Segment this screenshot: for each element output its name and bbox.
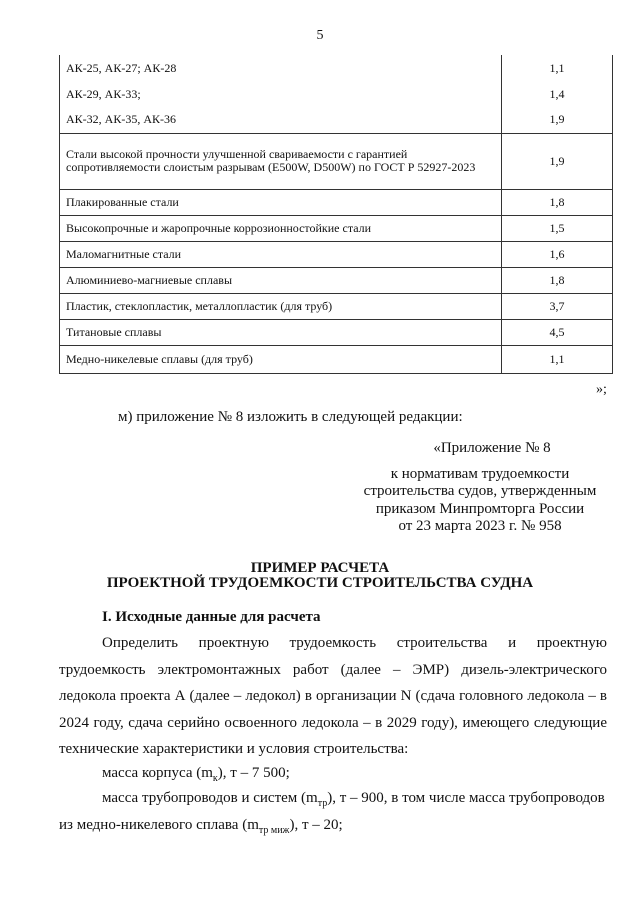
pipes-mass-suffix: ), т – 900, в том числе масса трубопроводов [327,790,605,806]
hull-mass-prefix: масса корпуса (m [102,765,213,781]
material-name-cell: АК-25, АК-27; АК-28 [60,55,502,81]
coefficient-cell: 1,9 [502,107,613,133]
table-row [60,189,613,215]
pipes-mass-prefix: масса трубопроводов и систем (m [102,790,318,806]
paragraph-task [59,630,607,763]
table-closing-quote: »; [596,382,607,397]
table-row [60,133,613,189]
table-row [60,241,613,267]
pipes-cuni-mass-line [59,816,343,840]
material-name-cell: Маломагнитные стали [60,241,502,267]
pipes-cuni-suffix: ), т – 20; [289,817,343,833]
material-name-cell: АК-32, АК-35, АК-36 [60,107,502,133]
annex-title: «Приложение № 8 [433,440,551,456]
coefficient-cell: 4,5 [502,319,613,345]
coefficient-cell: 1,1 [502,345,613,373]
page-number: 5 [316,28,324,43]
material-name-cell: Плакированные стали [60,189,502,215]
material-name-cell: Медно-никелевые сплавы (для труб) [60,345,502,373]
table-row [60,345,613,373]
material-name-cell: Высокопрочные и жаропрочные коррозионностойкие стали [60,215,502,241]
material-name-cell: Титановые сплавы [60,319,502,345]
annex-line-1: к нормативам трудоемкости [390,465,570,482]
table-row [60,81,613,107]
pipes-cuni-sub: тр миж [258,825,290,836]
coefficient-cell: 1,6 [502,241,613,267]
pipes-mass-sub: тр [317,798,328,809]
annex-line-4: от 23 марта 2023 г. № 958 [398,518,562,534]
heading-subtitle: ПРОЕКТНОЙ ТРУДОЕМКОСТИ СТРОИТЕЛЬСТВА СУДНА [106,575,534,591]
table-row [60,267,613,293]
section-title: I. Исходные данные для расчета [102,609,321,625]
table-row [60,55,613,81]
material-name-cell: Пластик, стеклопластик, металлопластик (для труб) [60,293,502,319]
item-m-text: м) приложение № 8 изложить в следующей редакции: [118,409,463,425]
paragraph-task-text: Определить проектную трудоемкость строительства и проектную трудоемкость электромонтажных работ (далее – ЭМР) дизель-электрического ледокола проекта А (далее – ледокол) в организации N (сдача головного ледокола – в 2024 году, сдача серийно освоенного ледокола – в 2029 году), имеющего следующие технические характеристики и условия строительства: [59,635,607,757]
coefficient-cell: 1,8 [502,189,613,215]
material-name-cell: Стали высокой прочности улучшенной свариваемости с гарантией сопротивляемости слоистым разрывам (E500W, D500W) по ГОСТ Р 52927-2023 [60,133,502,189]
annex-line-2: строительства судов, утвержденным [363,483,597,499]
heading-example: ПРИМЕР РАСЧЕТА [250,560,390,576]
coefficient-table [59,55,613,374]
coefficient-cell: 3,7 [502,293,613,319]
coefficient-cell: 1,9 [502,133,613,189]
material-name-cell: АК-29, АК-33; [60,81,502,107]
table-row [60,107,613,133]
coefficient-cell: 1,4 [502,81,613,107]
pipes-cuni-prefix: из медно-никелевого сплава (m [59,817,259,833]
annex-header [355,440,605,536]
pipes-mass-line [102,789,607,813]
hull-mass-sub: к [212,773,218,784]
table-row [60,215,613,241]
hull-mass-suffix: ), т – 7 500; [217,765,290,781]
table-row [60,319,613,345]
coefficient-cell: 1,8 [502,267,613,293]
annex-line-3: приказом Минпромторга России [375,500,585,517]
table-row [60,293,613,319]
coefficient-cell: 1,1 [502,55,613,81]
coefficient-cell: 1,5 [502,215,613,241]
hull-mass-line [102,764,290,788]
material-name-cell: Алюминиево-магниевые сплавы [60,267,502,293]
